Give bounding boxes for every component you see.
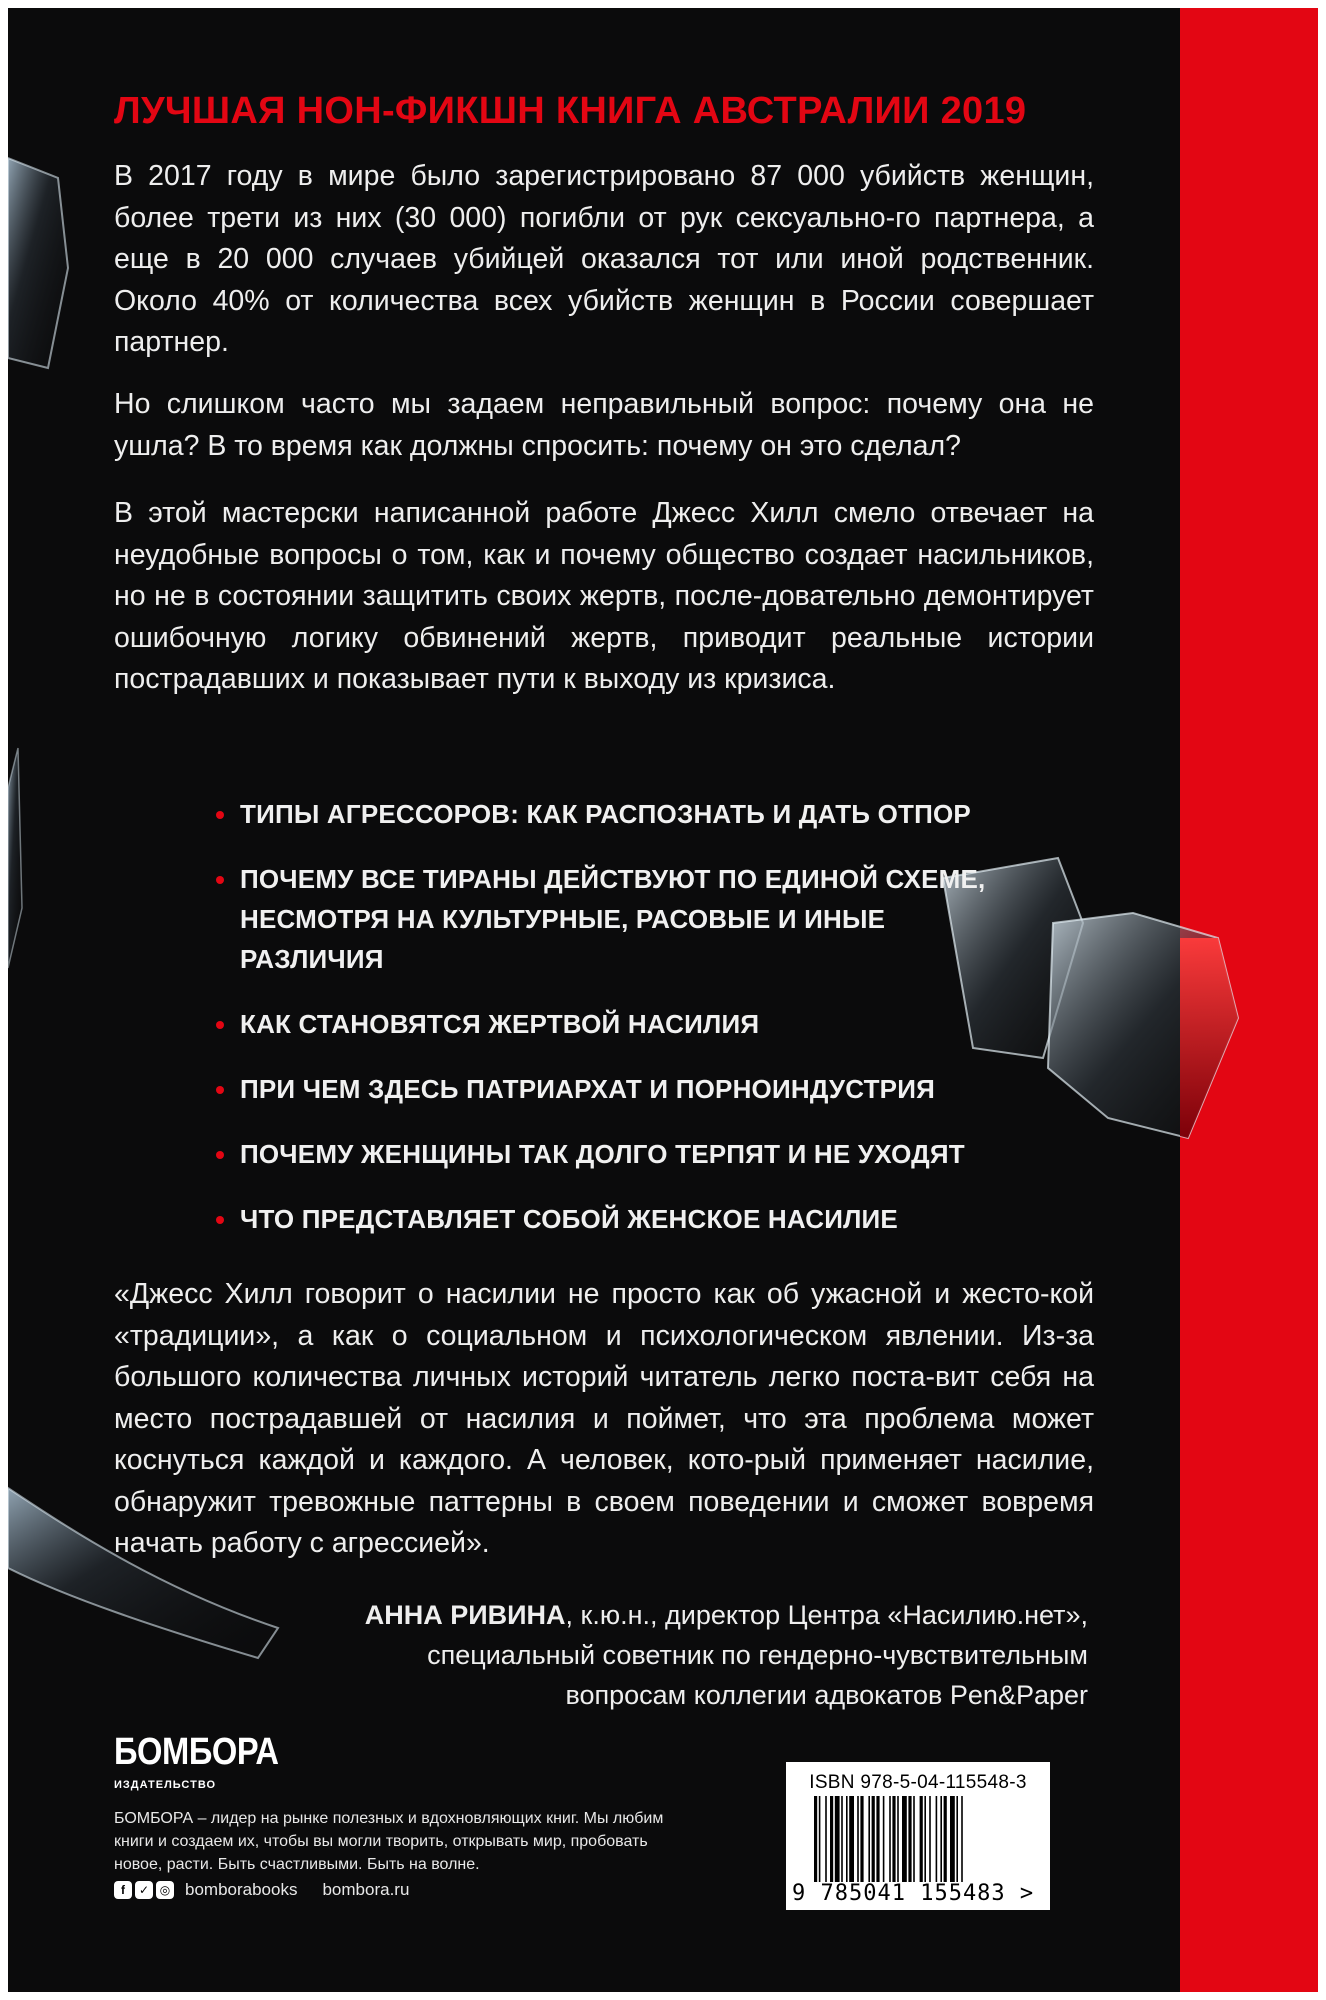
barcode-bar (849, 1796, 854, 1882)
barcode-panel (786, 1762, 1050, 1910)
barcode-bar (872, 1796, 875, 1882)
barcode-bar (944, 1796, 947, 1882)
list-item: ЧТО ПРЕДСТАВЛЯЕТ СОБОЙ ЖЕНСКОЕ НАСИЛИЕ (216, 1199, 996, 1239)
vk-icon[interactable]: ✓ (135, 1881, 153, 1899)
social-links (114, 1878, 409, 1902)
headline: ЛУЧШАЯ НОН-ФИКШН КНИГА АВСТРАЛИИ 2019 (114, 90, 1027, 132)
publisher-logo: БОМБОРА (114, 1731, 279, 1773)
barcode-bar (830, 1796, 833, 1882)
barcode-bar (961, 1796, 963, 1882)
publisher-logo-subtitle: ИЗДАТЕЛЬСТВО (114, 1779, 217, 1791)
bullet-dot-icon (216, 1216, 224, 1224)
barcode-bar (892, 1796, 895, 1882)
barcode-bar (950, 1796, 955, 1882)
barcode-bar (835, 1796, 840, 1882)
bullet-dot-icon (216, 1086, 224, 1094)
social-handle[interactable]: bomborabooks (185, 1880, 298, 1899)
bullet-list (216, 794, 996, 1264)
glass-shard (8, 158, 68, 368)
barcode-bar (936, 1796, 938, 1882)
barcode-bar (924, 1796, 926, 1882)
list-item: КАК СТАНОВЯТСЯ ЖЕРТВОЙ НАСИЛИЯ (216, 1004, 996, 1044)
barcode-bar (846, 1796, 848, 1882)
facebook-icon[interactable]: f (114, 1881, 132, 1899)
list-item: ПОЧЕМУ ЖЕНЩИНЫ ТАК ДОЛГО ТЕРПЯТ И НЕ УХОДЯТ (216, 1134, 996, 1174)
intro-paragraph-1: В 2017 году в мире было зарегистрировано 87 000 убийств женщин, более трети из них (30 000) погибли от рук сексуально-го партнера, а еще в 20 000 случаев убийцей оказался тот или иной родственник. Около 40% от количества всех убийств женщин в России совершает партнер. (114, 160, 1094, 358)
attribution-name: АННА РИВИНА (364, 1600, 566, 1630)
glass-shard-red (1180, 938, 1238, 1138)
list-item: ПРИ ЧЕМ ЗДЕСЬ ПАТРИАРХАТ И ПОРНОИНДУСТРИЯ (216, 1069, 996, 1109)
publisher-blurb: БОМБОРА – лидер на рынке полезных и вдохновляющих книг. Мы любим книги и создаем их, чтобы вы могли творить, открывать мир, пробовать новое, расти. Быть счастливыми. Быть на волне. (114, 1810, 664, 1873)
barcode-bar (868, 1796, 870, 1882)
list-item: ПОЧЕМУ ВСЕ ТИРАНЫ ДЕЙСТВУЮТ ПО ЕДИНОЙ СХЕМЕ, НЕСМОТРЯ НА КУЛЬТУРНЫЕ, РАСОВЫЕ И ИНЫЕ РАЗЛИЧИЯ (216, 859, 996, 979)
barcode-bar (902, 1796, 907, 1882)
barcode-bar (897, 1796, 899, 1882)
bullet-dot-icon (216, 876, 224, 884)
barcode-bar (908, 1796, 911, 1882)
barcode-bar (825, 1796, 827, 1882)
bullet-dot-icon (216, 1021, 224, 1029)
barcode-bar (857, 1796, 859, 1882)
barcode-bar (920, 1796, 923, 1882)
barcode-bar (876, 1796, 879, 1882)
barcode-bar (913, 1796, 915, 1882)
barcode-bar (860, 1796, 863, 1882)
barcode-digits: 9 785041 155483 > (792, 1881, 1035, 1906)
barcode-image (814, 1796, 1024, 1882)
barcode-bar (883, 1796, 885, 1882)
bullet-dot-icon (216, 1151, 224, 1159)
isbn-text: ISBN 978-5-04-115548-3 (809, 1772, 1027, 1793)
review-quote: «Джесс Хилл говорит о насилии не просто как об ужасной и жесто-кой «традиции», а как о социальном и психологическом явлении. Из-за большого количества личных историй читатель легко поста-вит себя на место пострадавшей от насилия и поймет, что эта проблема может коснуться каждой и каждого. А человек, кото-рый применяет насилие, обнаружит тревожные паттерны в своем поведении и сможет вовремя начать работу с агрессией». (114, 1278, 1094, 1559)
barcode-bar (940, 1796, 942, 1882)
website-link[interactable]: bombora.ru (322, 1880, 410, 1899)
quote-attribution (268, 1595, 1088, 1715)
attribution-line-1: , к.ю.н., директор Центра «Насилию.нет», (565, 1600, 1088, 1630)
attribution-line-2: специальный советник по гендерно-чувствительным (427, 1640, 1088, 1670)
barcode-bar (956, 1796, 958, 1882)
glass-shard (8, 748, 22, 968)
barcode-bar (814, 1796, 817, 1882)
instagram-icon[interactable]: ◎ (156, 1881, 174, 1899)
intro-paragraph-3: В этой мастерски написанной работе Джесс Хилл смело отвечает на неудобные вопросы о том, как и почему общество создает насильников, но не в состоянии защитить своих жертв, после-довательно демонтирует ошибочную логику обвинений жертв, приводит реальные истории пострадавших и показывает пути к выходу из кризиса. (114, 497, 1094, 695)
barcode-bar (819, 1796, 821, 1882)
barcode-bar (889, 1796, 891, 1882)
intro-paragraph-2: Но слишком часто мы задаем неправильный вопрос: почему она не ушла? В то время как должны спросить: почему он это сделал? (114, 388, 1094, 462)
attribution-line-3: вопросам коллегии адвокатов Pen&Paper (565, 1680, 1088, 1710)
barcode-bar (929, 1796, 931, 1882)
bullet-dot-icon (216, 811, 224, 819)
barcode-bar (841, 1796, 843, 1882)
list-item: ТИПЫ АГРЕССОРОВ: КАК РАСПОЗНАТЬ И ДАТЬ ОТПОР (216, 794, 996, 834)
book-back-cover (8, 8, 1318, 1992)
